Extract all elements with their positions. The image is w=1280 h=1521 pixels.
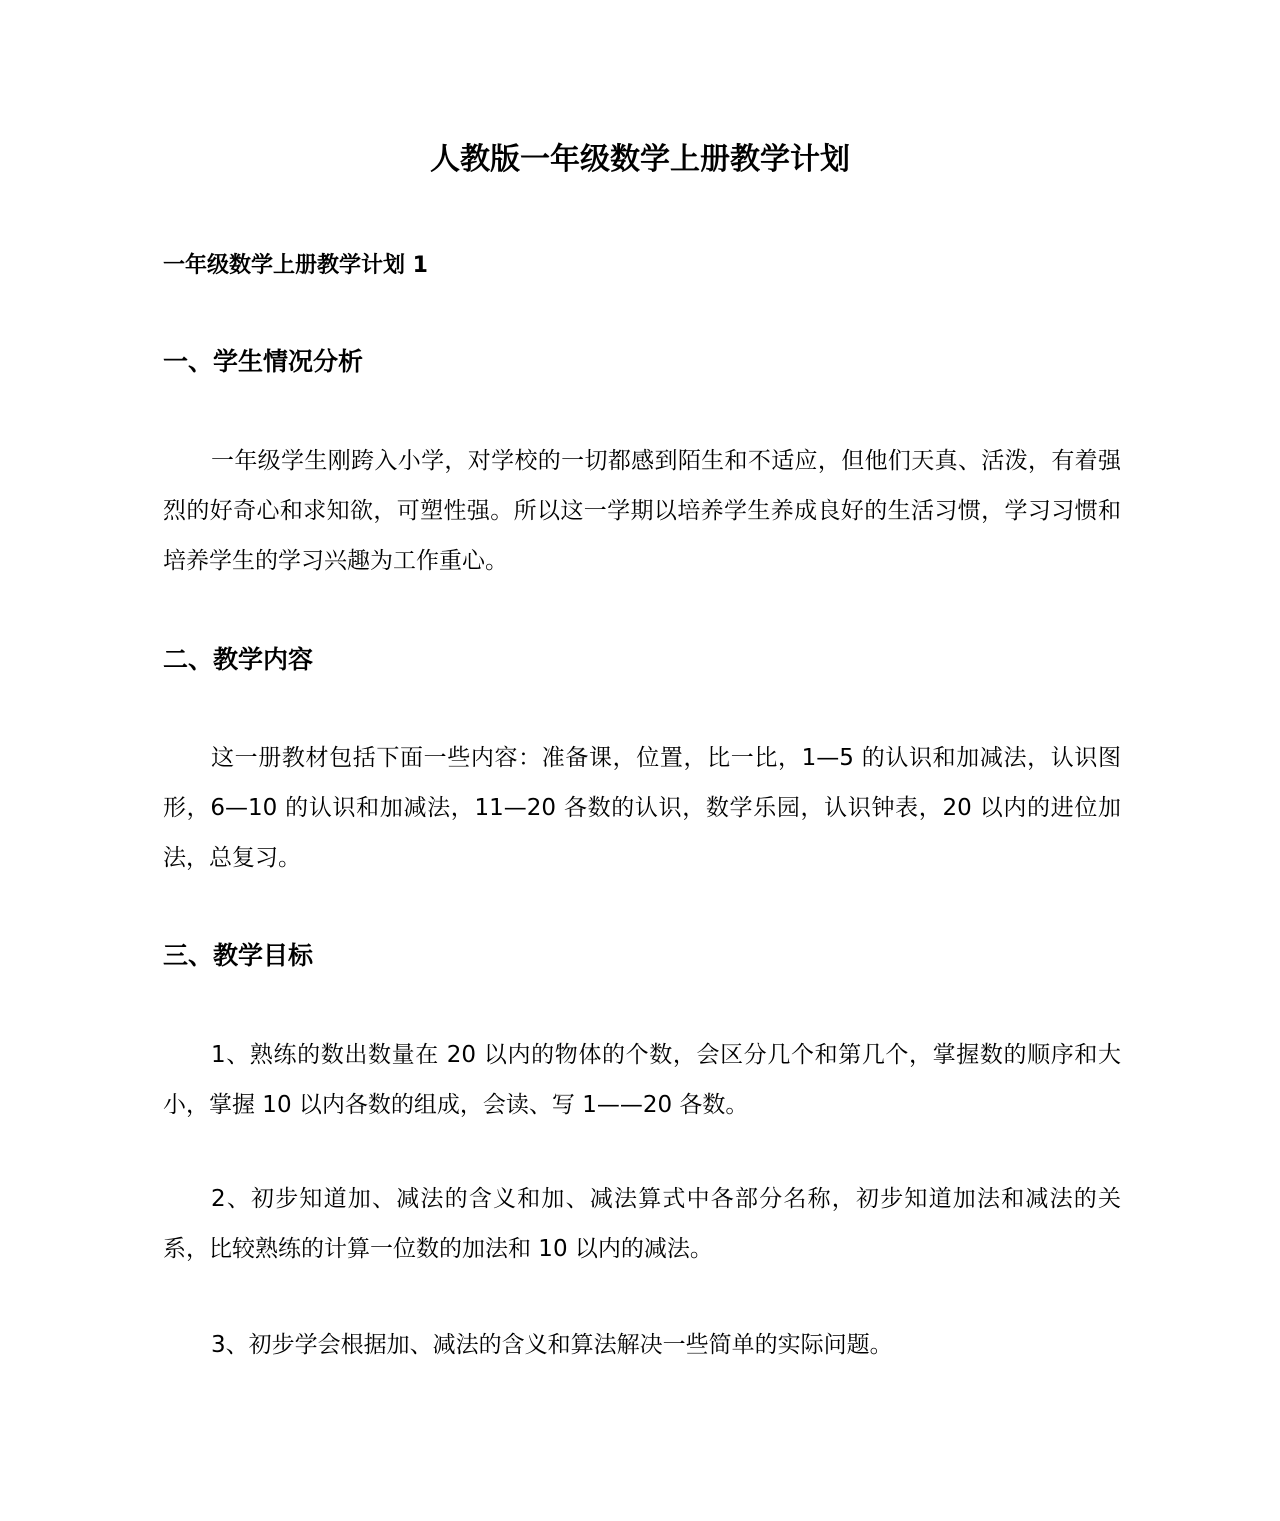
section-heading-teaching-goals: 三、教学目标 (163, 941, 314, 970)
section-heading-teaching-content: 二、教学内容 (163, 645, 314, 674)
goal-item-2: 2、初步知道加、减法的含义和加、减法算式中各部分名称，初步知道加法和减法的关系，比较熟练的计算一位数的加法和 10 以内的减法。 (163, 1186, 1121, 1262)
paragraph-teaching-content: 这一册教材包括下面一些内容：准备课，位置，比一比，1—5 的认识和加减法，认识图形，6—10 的认识和加减法，11—20 各数的认识，数学乐园，认识钟表，20 以内的进位加法，总复习。 (163, 745, 1121, 871)
plan-subtitle: 一年级数学上册教学计划 1 (163, 253, 428, 278)
paragraph-student-analysis: 一年级学生刚跨入小学，对学校的一切都感到陌生和不适应，但他们天真、活泼，有着强烈的好奇心和求知欲，可塑性强。所以这一学期以培养学生养成良好的生活习惯，学习习惯和培养学生的学习兴趣为工作重心。 (163, 448, 1121, 574)
goal-item-3: 3、初步学会根据加、减法的含义和算法解决一些简单的实际问题。 (211, 1332, 893, 1358)
goal-item-1: 1、熟练的数出数量在 20 以内的物体的个数，会区分几个和第几个，掌握数的顺序和大小，掌握 10 以内各数的组成，会读、写 1——20 各数。 (163, 1042, 1121, 1118)
document-title: 人教版一年级数学上册教学计划 (430, 142, 850, 177)
section-heading-student-analysis: 一、学生情况分析 (163, 347, 364, 376)
